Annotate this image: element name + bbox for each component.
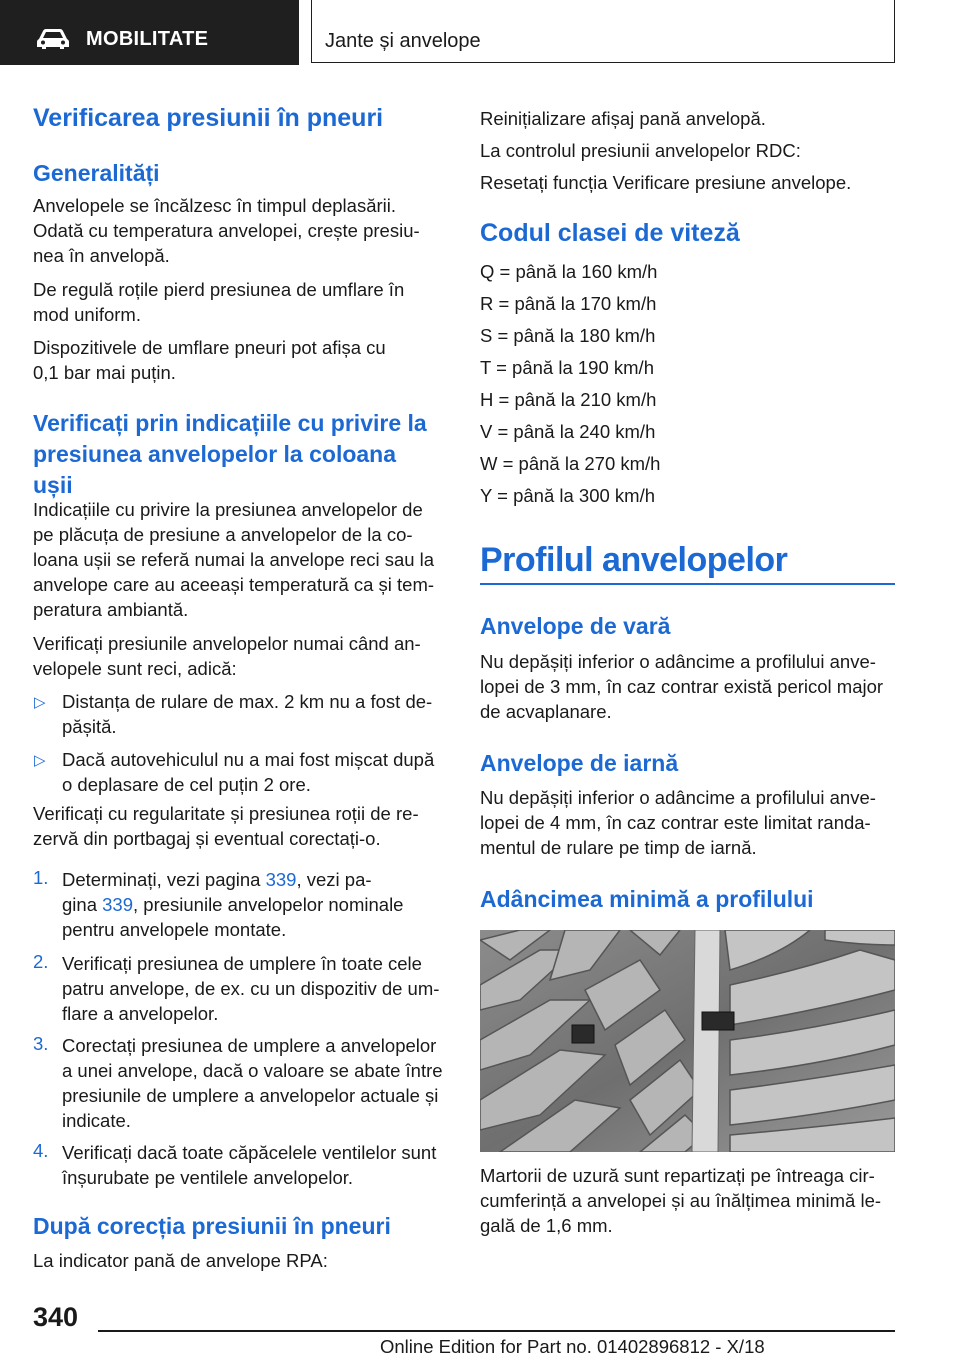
step-number: 1.	[33, 867, 49, 888]
page-link[interactable]: 339	[102, 894, 133, 915]
general-paragraph-1: Anvelopele se încălzesc în timpul deplasării. Odată cu temperatura anvelopei, crește presiu- nea în anvelopă.	[33, 195, 420, 266]
list-item: H = până la 210 km/h	[480, 389, 657, 410]
list-item: V = până la 240 km/h	[480, 421, 656, 442]
list-item: Y = până la 300 km/h	[480, 485, 656, 506]
winter-tires-paragraph: Nu depășiți inferior o adâncime a profilului anve- lopei de 4 mm, în caz contrar este limitat randa- mentul de rulare pe timp de iarnă.	[480, 787, 876, 858]
header-section-title: MOBILITATE	[86, 28, 209, 50]
footer-divider	[98, 1330, 895, 1332]
step-3: Corectați presiunea de umplere a anvelopelor a unei anvelope, dacă o valoare se abate între presiunile de umplere a anvelopelor actuale și indicate.	[62, 1035, 443, 1131]
step-1: Determinați, vezi pagina 339, vezi pa- gina 339, presiunile anvelopelor nominale pentru anvelopele montate.	[62, 869, 404, 940]
speed-class-heading: Codul clasei de viteză	[480, 219, 740, 247]
bullet-triangle-icon: ▷	[34, 694, 46, 711]
page-link[interactable]: 339	[265, 869, 297, 890]
car-icon	[36, 28, 70, 50]
list-item: Dacă autovehiculul nu a mai fost mișcat după o deplasare de cel puțin 2 ore.	[62, 749, 435, 795]
section-title: Verificarea presiunii în pneuri	[33, 104, 384, 132]
step-number: 4.	[33, 1140, 49, 1161]
rpa-paragraph: Reinițializare afișaj pană anvelopă.	[480, 108, 766, 129]
after-correction-paragraph: La indicator pană de anvelope RPA:	[33, 1250, 328, 1271]
list-item: Distanța de rulare de max. 2 km nu a fost de- pășită.	[62, 691, 433, 737]
general-heading: Generalități	[33, 160, 160, 186]
list-item: W = până la 270 km/h	[480, 453, 661, 474]
heading-divider	[480, 583, 895, 585]
summer-tires-paragraph: Nu depășiți inferior o adâncime a profilului anve- lopei de 3 mm, în caz contrar există pericol major de acvaplanare.	[480, 651, 884, 722]
page-number: 340	[33, 1302, 79, 1332]
tire-tread-image	[480, 930, 895, 1152]
step-2: Verificați presiunea de umplere în toate cele patru anvelope, de ex. cu un dispozitiv de um- flare a anvelopelor.	[62, 953, 440, 1024]
check-paragraph-1: Indicațiile cu privire la presiunea anvelopelor de pe plăcuța de presiune a anvelopelor de la co- loana ușii se referă numai la anvelope reci sau la anvelope care au aceeași temperatură ca și tem- peratura ambiantă.	[33, 499, 435, 620]
tire-profile-heading: Profilul anvelopelor	[480, 541, 788, 579]
general-paragraph-2: De regulă roțile pierd presiunea de umflare în mod uniform.	[33, 279, 405, 325]
list-item: R = până la 170 km/h	[480, 293, 657, 314]
rdc-paragraph: La controlul presiunii anvelopelor RDC:	[480, 140, 801, 161]
summer-tires-heading: Anvelope de vară	[480, 613, 671, 639]
bullet-triangle-icon: ▷	[34, 752, 46, 769]
check-paragraph-2: Verificați presiunile anvelopelor numai când an- velopele sunt reci, adică:	[33, 633, 421, 679]
step-4: Verificați dacă toate căpăcelele ventilelor sunt înșurubate pe ventilele anvelopelor.	[62, 1142, 437, 1188]
minimum-tread-heading: Adâncimea minimă a profilului	[480, 886, 814, 912]
step-number: 3.	[33, 1033, 49, 1054]
list-item: T = până la 190 km/h	[480, 357, 654, 378]
after-correction-heading: După corecția presiunii în pneuri	[33, 1213, 391, 1239]
list-item: S = până la 180 km/h	[480, 325, 656, 346]
minimum-tread-paragraph: Martorii de uzură sunt repartizați pe întreaga cir- cumferință a anvelopei și au înălțimea minimă le- gală de 1,6 mm.	[480, 1165, 882, 1236]
step-number: 2.	[33, 951, 49, 972]
list-item: Q = până la 160 km/h	[480, 261, 658, 282]
check-door-pillar-heading: Verificați prin indicațiile cu privire la presiunea anvelopelor la coloana ușii	[33, 410, 427, 498]
header-chapter-title: Jante și anvelope	[325, 30, 481, 52]
general-paragraph-3: Dispozitivele de umflare pneuri pot afișa cu 0,1 bar mai puțin.	[33, 337, 386, 383]
check-paragraph-3: Verificați cu regularitate și presiunea roții de re- zervă din portbagaj și eventual corectați-o.	[33, 803, 419, 849]
rdc-reset-paragraph: Resetați funcția Verificare presiune anvelope.	[480, 172, 852, 193]
winter-tires-heading: Anvelope de iarnă	[480, 750, 679, 776]
footer-edition: Online Edition for Part no. 01402896812 - X/18	[380, 1336, 765, 1357]
speed-class-list	[480, 256, 660, 512]
